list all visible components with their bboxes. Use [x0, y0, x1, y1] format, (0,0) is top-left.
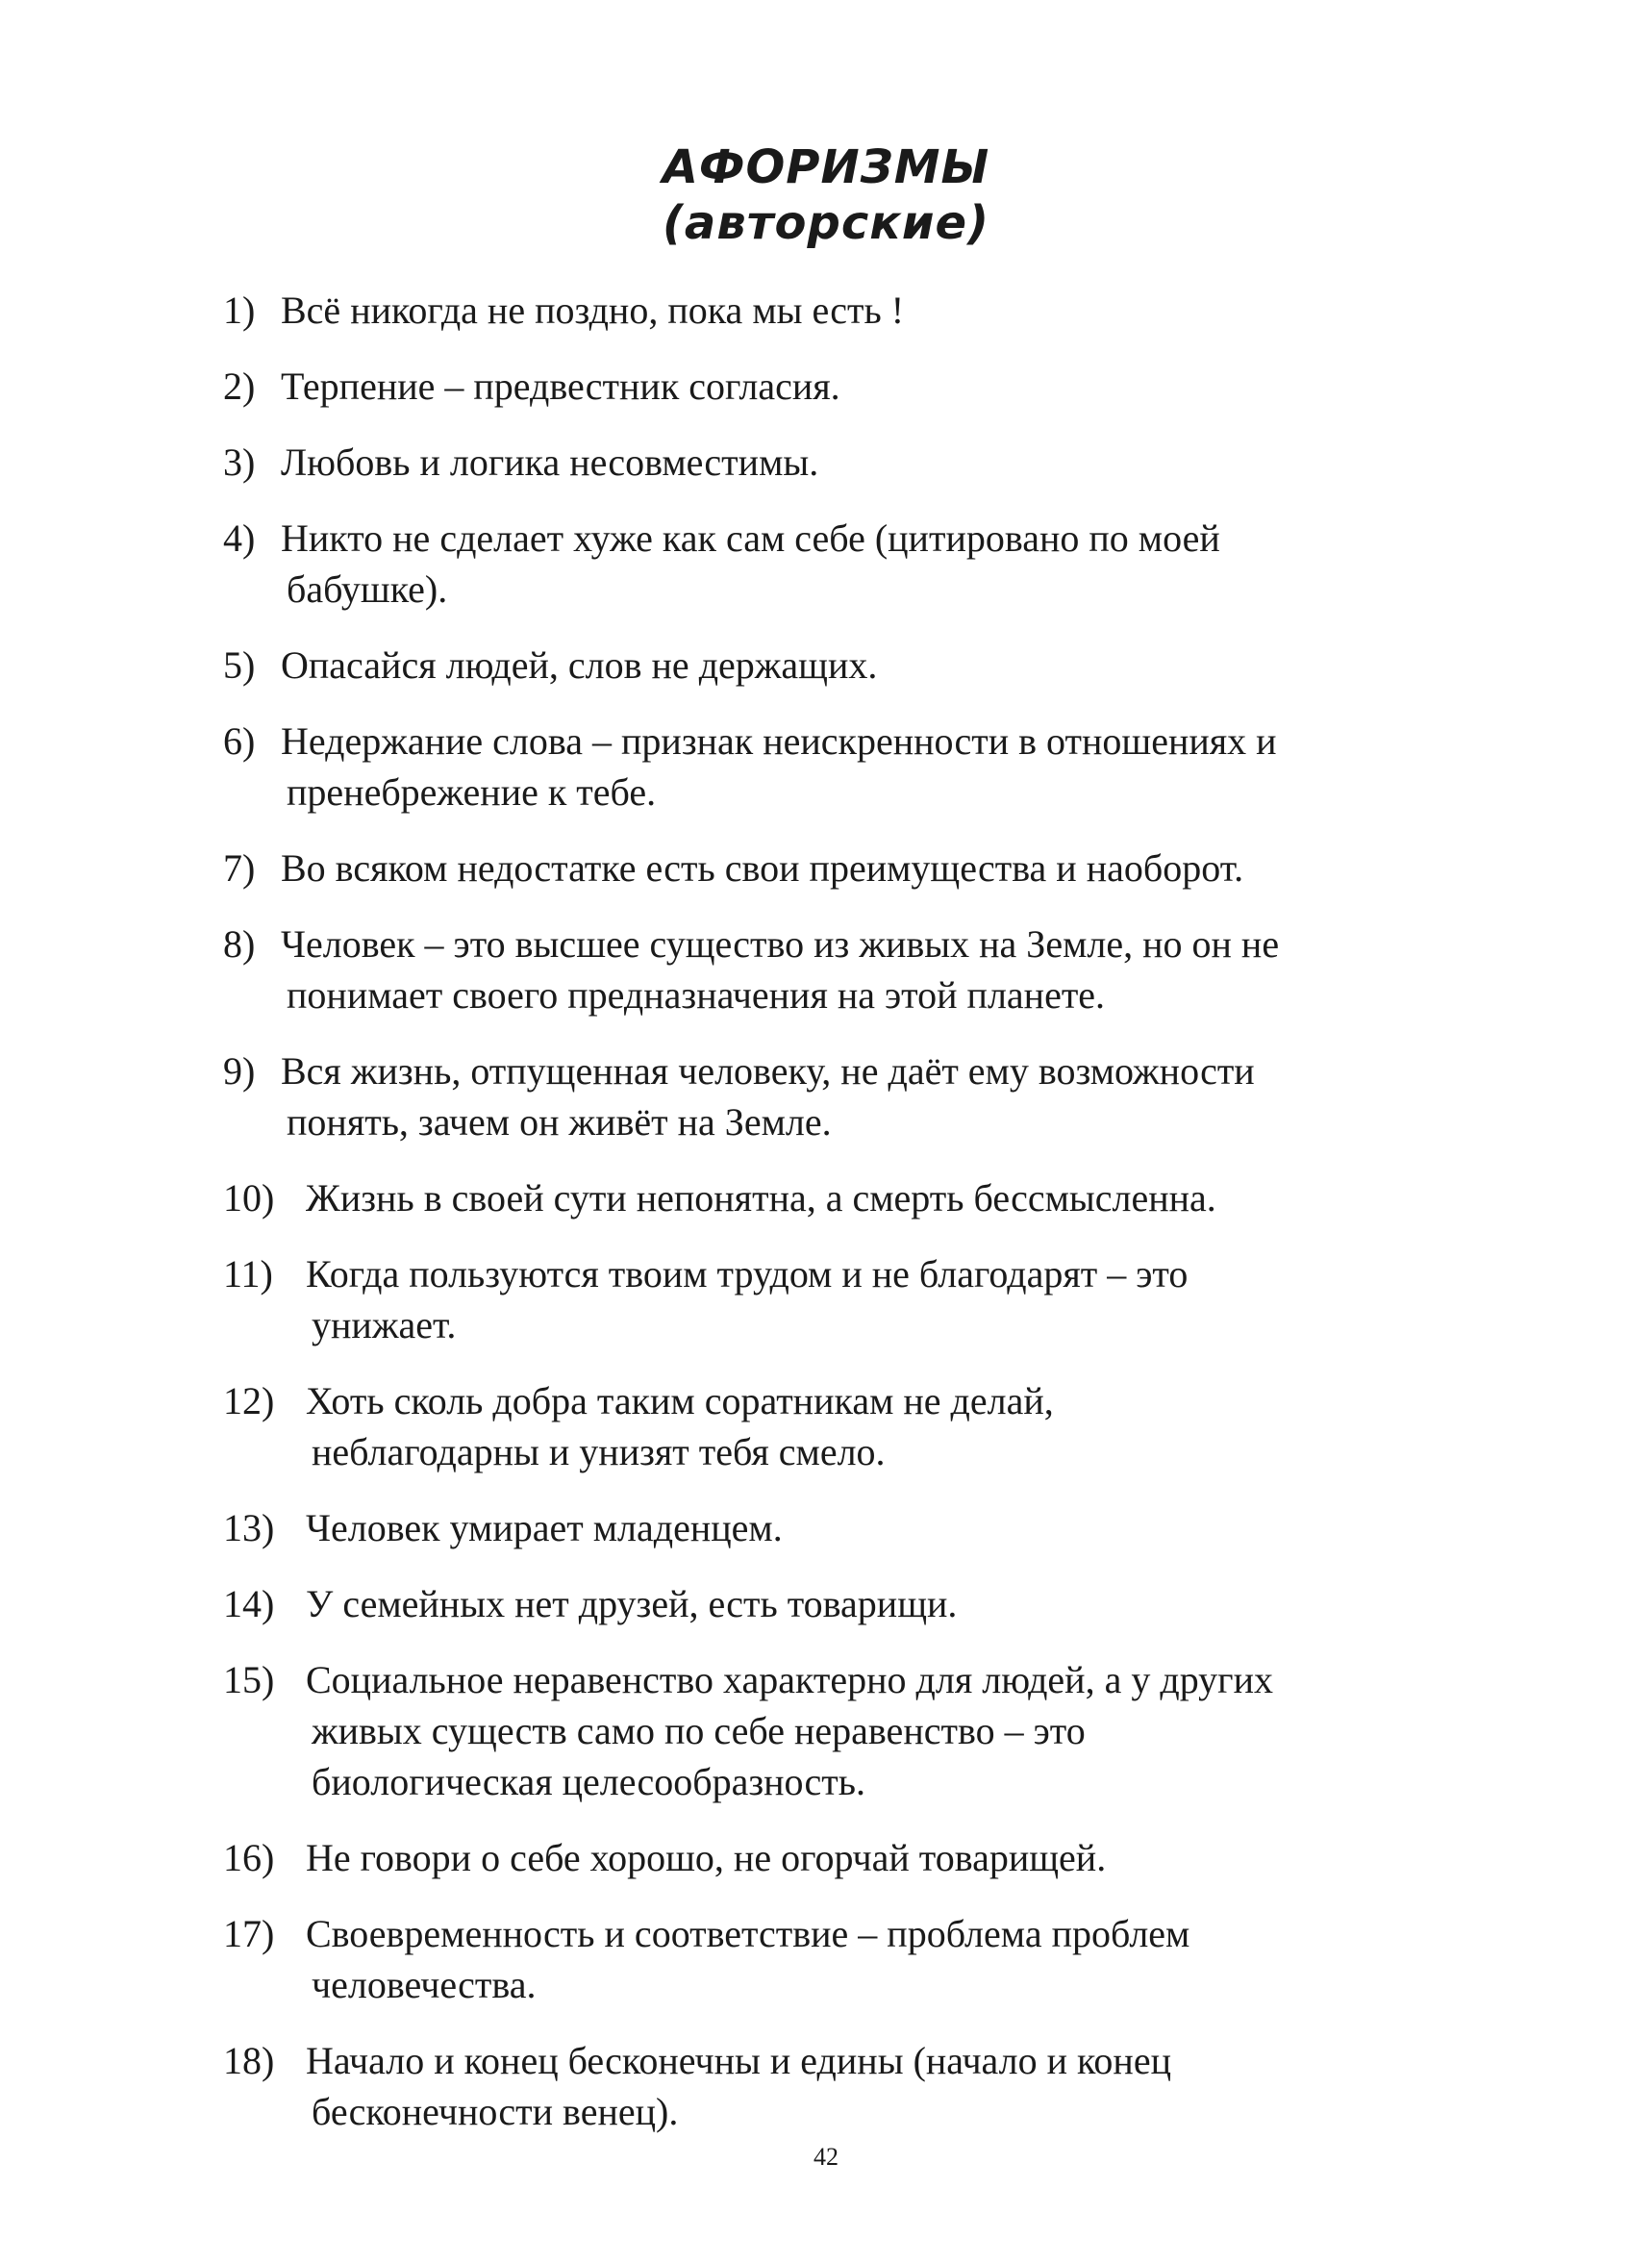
- item-number: 10): [223, 1176, 275, 1220]
- item-number: 5): [223, 643, 256, 687]
- item-text-line: У семейных нет друзей, есть товарищи.: [306, 1582, 958, 1625]
- item-number: 3): [223, 440, 256, 484]
- item-text-line: Никто не сделает хуже как сам себе (цитировано по моей: [281, 516, 1220, 560]
- item-text-line: человечества.: [312, 1963, 537, 2006]
- list-item: [223, 716, 1473, 818]
- list-item: [223, 1578, 1473, 1629]
- item-number: 15): [223, 1658, 275, 1701]
- item-text-line: неблагодарны и унизят тебя смело.: [312, 1430, 886, 1473]
- page-subtitle: (авторские): [662, 196, 989, 250]
- item-text-line: Опасайся людей, слов не держащих.: [281, 643, 878, 687]
- item-text-line: Начало и конец бесконечны и едины (начало и конец: [306, 2039, 1171, 2082]
- item-text-line: Не говори о себе хорошо, не огорчай товарищей.: [306, 1836, 1107, 1879]
- list-item: [223, 1375, 1473, 1477]
- item-text-line: Любовь и логика несовместимы.: [281, 440, 819, 484]
- list-item: [223, 1654, 1473, 1807]
- item-number: 13): [223, 1506, 275, 1549]
- item-number: 12): [223, 1379, 275, 1422]
- item-number: 4): [223, 516, 256, 560]
- item-text-line: Недержание слова – признак неискренности в отношениях и: [281, 719, 1277, 763]
- list-item: [223, 285, 1473, 336]
- list-item: [223, 2035, 1473, 2137]
- list-item: [223, 1832, 1473, 1883]
- item-number: 17): [223, 1912, 275, 1955]
- list-item: [223, 843, 1473, 893]
- item-number: 2): [223, 365, 256, 408]
- item-text-line: Во всяком недостатке есть свои преимущества и наоборот.: [281, 846, 1244, 890]
- item-text-line: Человек – это высшее существо из живых на Земле, но он не: [281, 922, 1280, 966]
- list-item: [223, 437, 1473, 488]
- list-item: [223, 1908, 1473, 2010]
- title-block: [0, 139, 1652, 251]
- item-number: 16): [223, 1836, 275, 1879]
- item-number: 8): [223, 922, 256, 966]
- list-item: [223, 513, 1473, 615]
- item-number: 14): [223, 1582, 275, 1625]
- item-number: 7): [223, 846, 256, 890]
- item-number: 11): [223, 1252, 273, 1296]
- list-item: [223, 361, 1473, 412]
- item-text-line: бесконечности венец).: [312, 2090, 679, 2133]
- item-number: 18): [223, 2039, 275, 2082]
- item-text-line: Человек умирает младенцем.: [306, 1506, 783, 1549]
- item-text-line: Терпение – предвестник согласия.: [281, 365, 840, 408]
- page-title: АФОРИЗМЫ: [662, 140, 990, 194]
- item-text-line: Вся жизнь, отпущенная человеку, не даёт ему возможности: [281, 1049, 1255, 1093]
- item-number: 6): [223, 719, 256, 763]
- item-text-line: биологическая целесообразность.: [312, 1760, 866, 1803]
- aphorism-list: [223, 285, 1473, 2162]
- item-number: 9): [223, 1049, 256, 1093]
- item-number: 1): [223, 289, 256, 332]
- item-text-line: Всё никогда не поздно, пока мы есть !: [281, 289, 905, 332]
- item-text-line: понимает своего предназначения на этой планете.: [287, 973, 1106, 1017]
- page-number: 42: [813, 2143, 839, 2171]
- list-item: [223, 1502, 1473, 1553]
- item-text-line: пренебрежение к тебе.: [287, 770, 657, 814]
- item-text-line: понять, зачем он живёт на Земле.: [287, 1100, 832, 1144]
- item-text-line: Хоть сколь добра таким соратникам не делай,: [306, 1379, 1054, 1422]
- list-item: [223, 1045, 1473, 1147]
- list-item: [223, 918, 1473, 1020]
- item-text-line: Социальное неравенство характерно для людей, а у других: [306, 1658, 1273, 1701]
- item-text-line: бабушке).: [287, 567, 448, 611]
- item-text-line: Жизнь в своей сути непонятна, а смерть бессмысленна.: [306, 1176, 1216, 1220]
- item-text-line: Своевременность и соответствие – проблема проблем: [306, 1912, 1190, 1955]
- list-item: [223, 1248, 1473, 1350]
- list-item: [223, 1172, 1473, 1223]
- item-text-line: живых существ само по себе неравенство – это: [312, 1709, 1086, 1752]
- list-item: [223, 640, 1473, 691]
- item-text-line: Когда пользуются твоим трудом и не благодарят – это: [306, 1252, 1189, 1296]
- item-text-line: унижает.: [312, 1303, 457, 1346]
